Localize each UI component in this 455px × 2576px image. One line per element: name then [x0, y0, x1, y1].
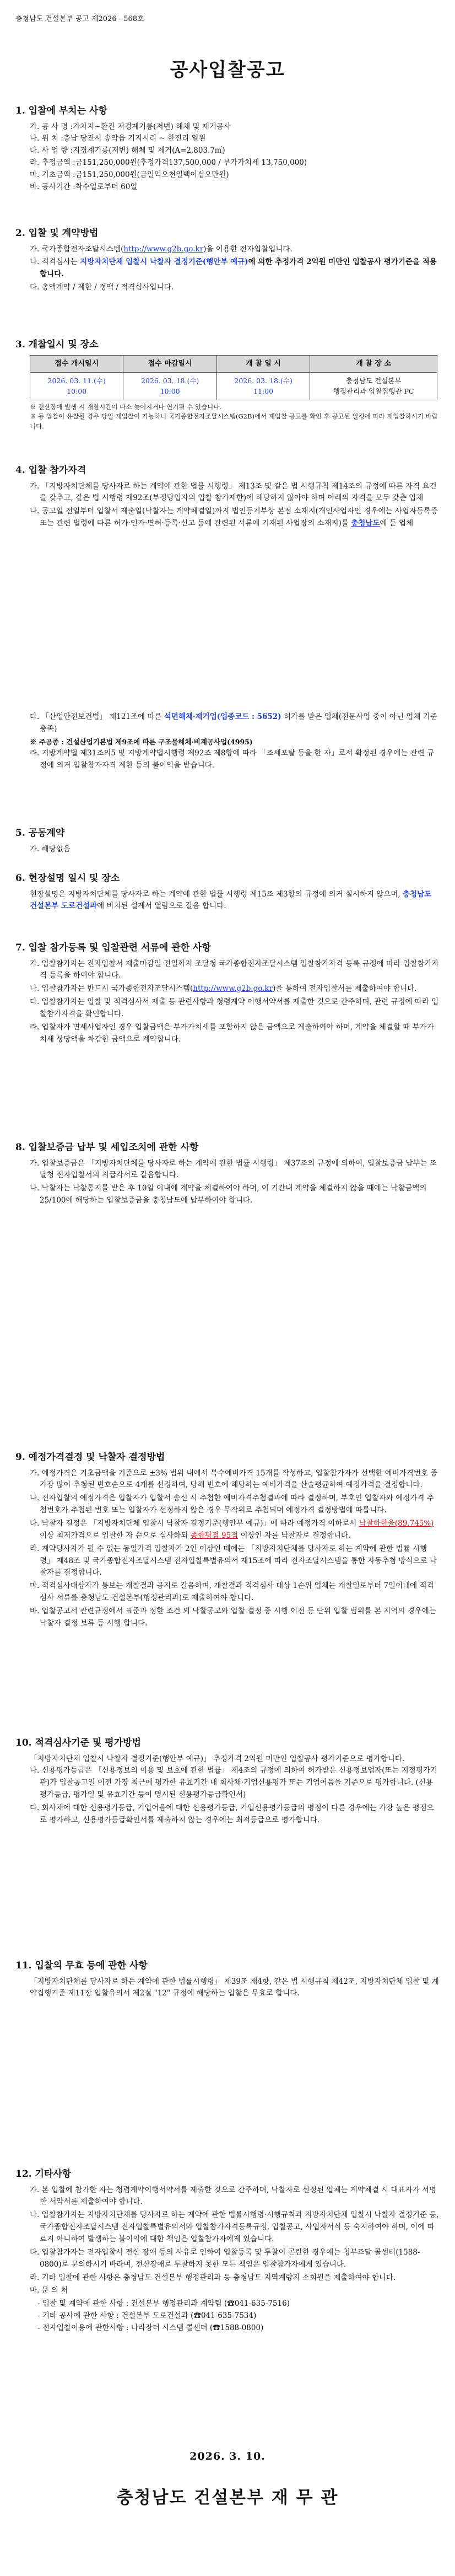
section-heading: 4. 입찰 참가자격 — [15, 465, 86, 476]
section-site-briefing — [15, 871, 440, 913]
section-heading: 7. 입찰 참가등록 및 입찰관련 서류에 관한 사항 — [15, 942, 211, 953]
paragraph: 마. 문 의 처 — [30, 2286, 68, 2295]
section-heading: 5. 공동계약 — [15, 828, 65, 839]
paragraph: 바. 입찰공고서 관련규정에서 표준과 정한 조건 외 낙찰공고와 입찰 결정 중 시행 이전 등 단위 입찰 범위를 본 지역의 경우에는 낙찰자 결정 보류 등 시행 합니다. — [30, 1606, 436, 1628]
section-heading: 1. 입찰에 부치는 사항 — [15, 105, 107, 116]
schedule-table — [30, 355, 437, 400]
section-heading: 2. 입찰 및 계약방법 — [15, 228, 99, 239]
paragraph: 다. 총액계약 / 제한 / 정액 / 적격심사입니다. — [30, 283, 174, 292]
section-heading: 11. 입찰의 무효 등에 관한 사항 — [15, 1960, 148, 1971]
section-evaluation — [15, 1736, 440, 1828]
paragraph: 다. 입찰참가자는 전자입찰서 전산 장애 등의 사유로 인하여 입찰등록 및 투찰이 곤란한 경우에는 청부조달 콜센터(1588-0800)로 문의하시기 바라며, 전산장애로 투찰하지 못한 모든 책임은 입찰참가자에게 있습니다. — [30, 2247, 420, 2269]
paragraph: 다. 입찰참가자는 입찰 및 적격심사서 제출 등 관련사항과 청렴계약 이행서약서를 제출한 것으로 간주하며, 관련 규정에 따라 입찰참가자격을 확인합니다. — [30, 997, 439, 1018]
paragraph: 가. 본 입찰에 참가한 자는 청렴계약이행서약서를 제출한 것으로 간주하며, 낙찰자로 선정된 업체는 계약체결 시 대표자가 서명한 서약서를 제출하여야 합니다. — [30, 2185, 437, 2207]
paragraph: 다. 회사채에 대한 신용평가등급, 기업어음에 대한 신용평가등급, 기업신용평가등급의 평점이 다른 경우에는 가장 높은 평점으로 평가하고, 신용평가등급확인서를 제출하지 않는 경우에는 최저등급으로 평가합니다. — [30, 1803, 434, 1824]
paragraph: 나. 공고일 전일부터 입찰서 제출일(낙찰자는 계약체결일)까지 법인등기부상 본점 소재지(개인사업자인 경우에는 사업자등록증 또는 관련 법령에 따른 허가·인가·면허·등록·신고 등에 관련된 서류에 기재된 사업장의 소재지)를 충청남도에 둔 업체 — [30, 507, 438, 528]
page-title: 공사입찰공고 — [170, 59, 285, 81]
issuer-name: 충청남도 건설본부 재 무 관 — [116, 2488, 339, 2508]
paragraph: 가. 해당없음 — [30, 844, 71, 854]
section-joint-contract — [15, 826, 440, 855]
section-heading: 12. 기타사항 — [15, 2169, 72, 2180]
table-cell: 충청남도 건설본부 행정관리과 입찰집행관 PC — [310, 373, 437, 400]
section-eligibility — [15, 463, 440, 531]
paragraph: 라. 기타 입찰에 관한 사항은 충청남도 건설본부 행정관리과 등 충청남도 지역계량지 소회원을 제출하여야 합니다. — [30, 2273, 396, 2282]
table-header: 개 찰 일 시 — [216, 355, 310, 373]
item-period: 바. 공사기간 : 착수일로부터 60일 — [30, 182, 138, 191]
table-header: 접수 개시일시 — [30, 355, 123, 373]
section-heading: 6. 현장설명 일시 및 장소 — [15, 873, 120, 884]
paragraph: 라. 입찰자가 면세사업자인 경우 입찰금액은 부가가치세를 포함하지 않은 금액으로 제출하여야 하며, 계약을 체결할 때 부가가치세 상당액을 차감한 금액으로 계약합니다. — [30, 1022, 434, 1044]
paragraph: 나. 낙찰자는 낙찰통지를 받은 후 10일 이내에 계약을 체결하여야 하며, 이 기간내 계약을 체결하지 않을 때에는 낙찰금액의 25/100에 해당하는 입찰보증금을 충청남도에 납부하여야 합니다. — [30, 1184, 427, 1205]
item-estimated-amount: 라. 추정금액 : 금151,250,000원(추정가격137,500,000 / 부가가치세 13,750,000) — [30, 158, 307, 168]
notice-number: 충청남도 건설본부 공고 제2026 - 568호 — [15, 15, 144, 23]
item-location: 나. 위 치 : 충남 당진시 송악읍 기지시리 ~ 한진리 일원 — [30, 134, 206, 143]
paragraph: 나. 전자입찰의 예정가격은 입찰자가 입찰서 송신 시 추첨한 예비가격추첨결과에 따라 결정하며, 부호인 입찰자와 예정가격 추첨번호가 추첨된 번호 또는 입찰자가 선정하지 않은 경우 무작위로 추첨되며 예정가격 결정방법에 따릅니다. — [30, 1494, 434, 1515]
note: ※ 전산장애 발생 시 개찰시간이 다소 늦어지거나 연기될 수 있습니다. — [30, 402, 221, 411]
item-base-amount: 마. 기초금액 : 금151,250,000원(금일억오천일백이십오만원) — [30, 170, 229, 179]
table-cell: 2026. 03. 18.(수) 11:00 — [216, 373, 310, 400]
paragraph: 나. 입찰참가자는 지방자치단체를 당사자로 하는 계약에 관한 법률시행령·시행규칙과 지방자치단체 입찰시 낙찰자 결정기준 등, 국가종합전자조달시스템 전자입찰특별유의서와 입찰참가자격등록규정, 입찰공고, 사업자서식 등 숙지하여야 하며, 이에 따르지 아니하여 발생하는 불이익에 대한 책임은 입찰참가자에게 있습니다. — [30, 2210, 439, 2244]
section-price-decision — [15, 1450, 440, 1631]
contact-construction: - 기타 공사에 관한 사항 : 건설본부 도로건설과 (☎041-635-7534) — [37, 2311, 257, 2321]
section-deposit — [15, 1140, 440, 1208]
section-heading: 8. 입찰보증금 납부 및 세입조치에 관한 사항 — [15, 1142, 199, 1153]
paragraph: 나. 적격심사는 지방자치단체 입찰시 낙찰자 결정기준(행안부 예규)에 의한 추정가격 2억원 미만인 입찰공사 평가기준을 적용합니다. — [30, 257, 437, 279]
paragraph: 가. 입찰보증금은 「지방자치단체를 당사자로 하는 계약에 관한 법률 시행령」 제37조의 규정에 의하여, 입찰보증금 납부는 조달청 전자입찰서의 지급각서로 갈음합니다. — [30, 1158, 437, 1180]
section-heading: 9. 예정가격결정 및 낙찰자 결정방법 — [15, 1452, 165, 1463]
paragraph: 다. 「산업안전보건법」 제121조에 따른 석면해체·제거업(업종코드 : 5652) 허가를 받은 업체(전문사업 중이 아닌 업체 기준 충족) — [30, 712, 437, 733]
paragraph: 나. 입찰참가자는 반드시 국가종합전자조달시스템(http://www.g2b.go.kr)을 통하여 전자입찰서를 제출하여야 합니다. — [30, 984, 417, 994]
table-cell: 2026. 03. 18.(수) 10:00 — [123, 373, 216, 400]
section-schedule — [15, 337, 440, 432]
section-heading: 10. 적격심사기준 및 평가방법 — [15, 1737, 141, 1748]
section-eligibility-cont — [15, 711, 440, 773]
table-cell: 2026. 03. 11.(수) 10:00 — [30, 373, 123, 400]
table-header: 개 찰 장 소 — [310, 355, 437, 373]
contact-e-bidding: - 전자입찰이용에 관한사항 : 나라장터 시스템 콜센터 (☎1588-0800) — [37, 2323, 264, 2332]
paragraph: 「지방자치단체를 당사자로 하는 계약에 관한 법률시행령」 제39조 제4항, 같은 법 시행규칙 제42조, 지방자치단체 입찰 및 계약집행기준 제11장 입찰유의서 제2절 "12" 규정에 해당하는 입찰은 무효로 합니다. — [30, 1977, 439, 1998]
g2b-link[interactable]: http://www.g2b.go.kr — [193, 984, 273, 994]
section-heading: 3. 개찰일시 및 장소 — [15, 339, 99, 350]
paragraph: 마. 적격심사대상자가 통보는 개찰결과 공지로 갈음하며, 개찰결과 적격심사 대상 1순위 업체는 개찰일로부터 7일이내에 적격심사 서류를 충청남도 건설본부(행정관리과)로 제출하여야 합니다. — [30, 1581, 434, 1603]
paragraph: 현장설명은 지방자치단체를 당사자로 하는 계약에 관한 법률 시행령 제15조 제3항의 규정에 의거 실시하지 않으며, 충청남도 건설본부 도로건설과에 비치된 설계서 열람으로 갈음 합니다. — [30, 889, 432, 911]
section-misc — [15, 2167, 440, 2334]
section-bid-method — [15, 226, 440, 295]
table-header: 접수 마감일시 — [123, 355, 216, 373]
main-work-note: ※ 주공종 : 건설산업기본법 제9조에 따른 구조물해체·비계공사업(4995) — [30, 737, 253, 746]
notice-date: 2026. 3. 10. — [189, 2450, 266, 2462]
paragraph: 라. 지방계약법 제31조의5 및 지방계약법시행령 제92조 제8항에 따라 「조세포탈 등을 한 자」로서 확정된 경우에는 관련 규정에 의거 입찰참가자격 제한 등의 불이익을 받습니다. — [30, 748, 435, 770]
item-project-name: 가. 공 사 명 : 가차지~환진 지경계기릉(저변) 해체 및 제거공사 — [30, 122, 231, 131]
item-quantity: 다. 사 업 량 : 지경계기릉(저변) 해체 및 제거(A=2,803.7㎡) — [30, 146, 225, 155]
note: ※ 동 입찰이 유찰될 경우 당일 재입찰이 가능하니 국가종합전자조달시스템(G2B)에서 재입찰 공고를 확인 후 공고된 일정에 따라 재입찰하시기 바랍니다. — [30, 412, 438, 431]
g2b-link[interactable]: http://www.g2b.go.kr — [123, 244, 204, 254]
section-bid-items — [15, 104, 440, 194]
section-registration — [15, 941, 440, 1047]
paragraph: 가. 「지방자치단체를 당사자로 하는 계약에 관한 법률 시행령」 제13조 및 같은 법 시행규칙 제14조의 규정에 따른 자격 요건을 갖추고, 같은 법 시행령 제92조(부정당업자의 입찰 참가제한)에 해당하지 않아야 하며 아래의 자격을 모두 갖춘 업체 — [30, 481, 437, 503]
paragraph: 가. 국가종합전자조달시스템(http://www.g2b.go.kr)을 이용한 전자입찰입니다. — [30, 244, 292, 254]
paragraph: 나. 신용평가등급은 「신용정보의 이용 및 보호에 관한 법률」 제4조의 규정에 의하여 허가받은 신용정보업자(또는 지정평가기관)가 입찰공고일 이전 가장 최근에 평가한 유효기간 내 회사채·기업신용평가 또는 기업어음을 기준으로 평가합니다. (신용평가등급, 평가일 및 유효기간 등이 명시된 신용평가등급확인서) — [30, 1766, 437, 1800]
contact-contract: - 입찰 및 계약에 관한 사항 : 건설본부 행정관리과 계약팀 (☎041-635-7516) — [37, 2299, 290, 2309]
paragraph: 「지방자치단체 입찰시 낙찰자 결정기준(행안부 예규)」 추정가격 2억원 미만인 입찰공사 평가기준으로 평가합니다. — [30, 1754, 405, 1763]
section-invalid-bid — [15, 1958, 440, 2000]
paragraph: 다. 낙찰자 결정은 「지방자치단체 입찰시 낙찰자 결정기준(행안부 예규)」에 따라 예정가격 이하로서 낙찰하한율(89.745%) 이상 최저가격으로 입찰한 자 순으로 심사하되 종합평점 95점 이상인 자를 낙찰자로 결정합니다. — [30, 1518, 434, 1540]
paragraph: 가. 예정가격은 기초금액을 기준으로 ±3% 범위 내에서 복수예비가격 15개를 작성하고, 입찰참가자가 선택한 예비가격번호 중 가장 많이 추첨된 번호순으로 4개를 선정하여, 당해 번호에 해당하는 예비가격을 산술평균하여 예정가격을 결정합니다. — [30, 1468, 438, 1490]
paragraph: 가. 입찰참가자는 전자입찰서 제출마감일 전일까지 조달청 국가종합전자조달시스템 입찰참가자격 등록 규정에 따라 입찰참가자격 등록을 하여야 합니다. — [30, 959, 439, 980]
paragraph: 라. 계약당사자가 될 수 없는 동일가격 입찰자가 2인 이상인 때에는 「지방자치단체를 당사자로 하는 계약에 관한 법률 시행령」 제48조 및 국가종합전자조달시스템 전자입찰특별유의서 제15조에 따라 전자조달시스템을 통한 자동추첨 방식으로 낙찰자를 결정합니다. — [30, 1544, 437, 1577]
